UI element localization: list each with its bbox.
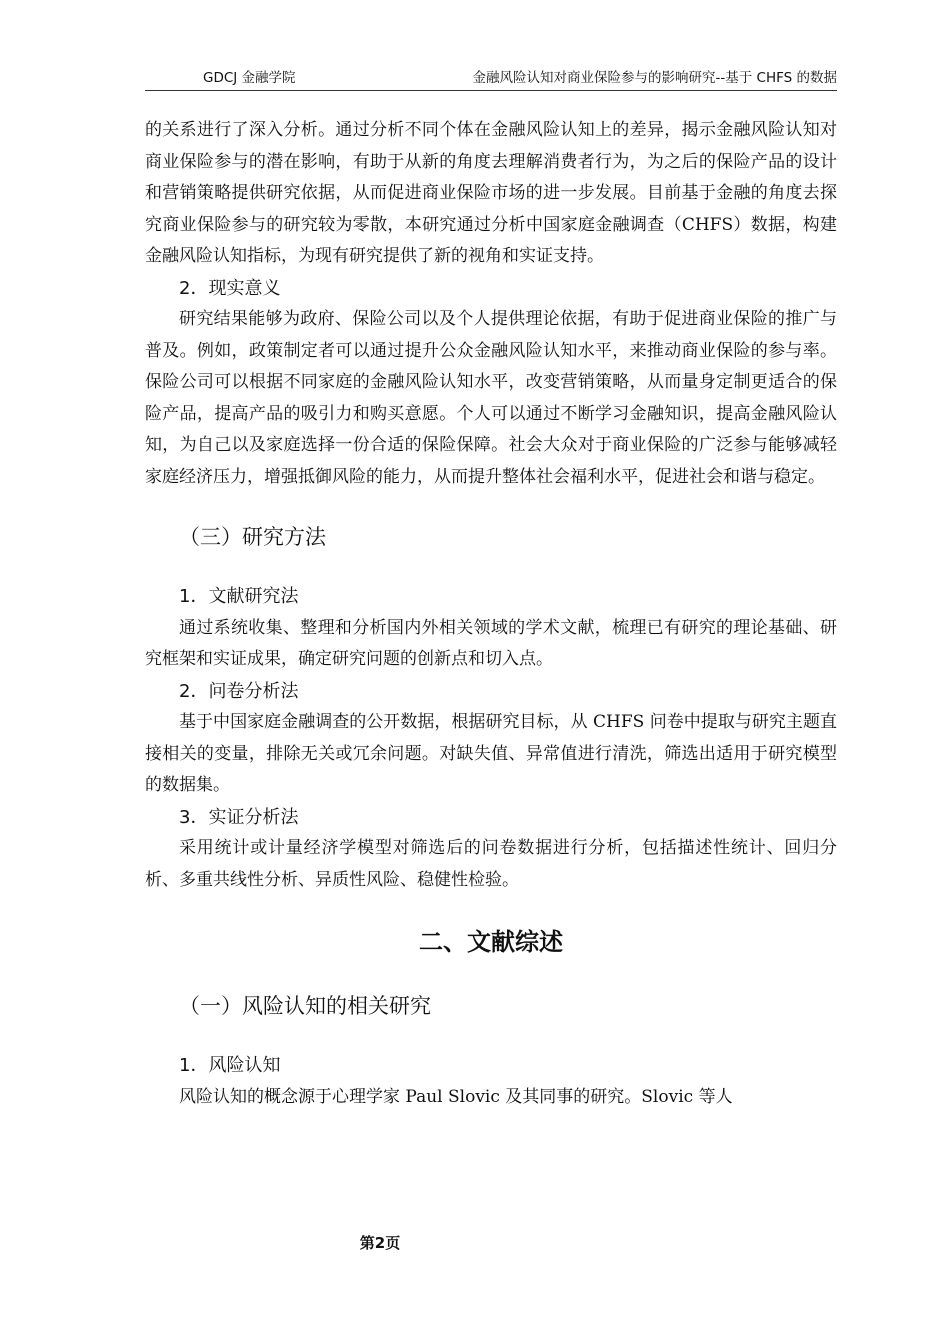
- paragraph-practical-significance: 研究结果能够为政府、保险公司以及个人提供理论依据，有助于促进商业保险的推广与普及。例如，政策制定者可以通过提升公众金融风险认知水平，来推动商业保险的参与率。保险公司可以根据不同家庭的金融风险认知水平，改变营销策略，从而量身定制更适合的保险产品，提高产品的吸引力和购买意愿。个人可以通过不断学习金融知识，提高金融风险认知，为自己以及家庭选择一份合适的保险保障。社会大众对于商业保险的广泛参与能够减轻家庭经济压力，增强抵御风险的能力，从而提升整体社会福利水平，促进社会和谐与稳定。: [145, 309, 837, 487]
- page-body: [145, 115, 837, 1113]
- heading-practical-significance: 2．现实意义: [179, 277, 281, 299]
- heading-risk-perception: 1．风险认知: [179, 1055, 281, 1076]
- heading-risk-perception-research: （一）风险认知的相关研究: [179, 994, 431, 1018]
- paragraph-risk-perception: 风险认知的概念源于心理学家 Paul Slovic 及其同事的研究。Slovic 等人: [179, 1086, 733, 1107]
- chapter-title-literature-review: 二、文献综述: [419, 928, 563, 956]
- page-number: 第2页: [359, 1234, 401, 1252]
- paragraph-significance-continued: 的关系进行了深入分析。通过分析不同个体在金融风险认知上的差异，揭示金融风险认知对商业保险参与的潜在影响，有助于从新的角度去理解消费者行为，为之后的保险产品的设计和营销策略提供研究依据，从而促进商业保险市场的进一步发展。目前基于金融的角度去探究商业保险参与的研究较为零散，本研究通过分析中国家庭金融调查（CHFS）数据，构建金融风险认知指标，为现有研究提供了新的视角和实证支持。: [145, 120, 837, 266]
- heading-literature-method: 1．文献研究法: [179, 586, 299, 607]
- page-header: [145, 66, 837, 88]
- paragraph-empirical-method: 采用统计或计量经济学模型对筛选后的问卷数据进行分析，包括描述性统计、回归分析、多重共线性分析、异质性风险、稳健性检验。: [145, 838, 837, 890]
- header-institution: GDCJ 金融学院: [203, 70, 296, 86]
- heading-survey-method: 2．问卷分析法: [179, 680, 299, 702]
- header-thesis-title: 金融风险认知对商业保险参与的影响研究--基于 CHFS 的数据: [472, 70, 837, 86]
- heading-empirical-method: 3．实证分析法: [179, 806, 299, 828]
- header-divider: [145, 90, 837, 91]
- heading-research-methods: （三）研究方法: [179, 525, 326, 549]
- paragraph-literature-method: 通过系统收集、整理和分析国内外相关领域的学术文献，梳理已有研究的理论基础、研究框架和实证成果，确定研究问题的创新点和切入点。: [145, 617, 837, 669]
- paragraph-survey-method: 基于中国家庭金融调查的公开数据，根据研究目标，从 CHFS 问卷中提取与研究主题直接相关的变量，排除无关或冗余问题。对缺失值、异常值进行清洗，筛选出适用于研究模型的数据集。: [145, 712, 837, 795]
